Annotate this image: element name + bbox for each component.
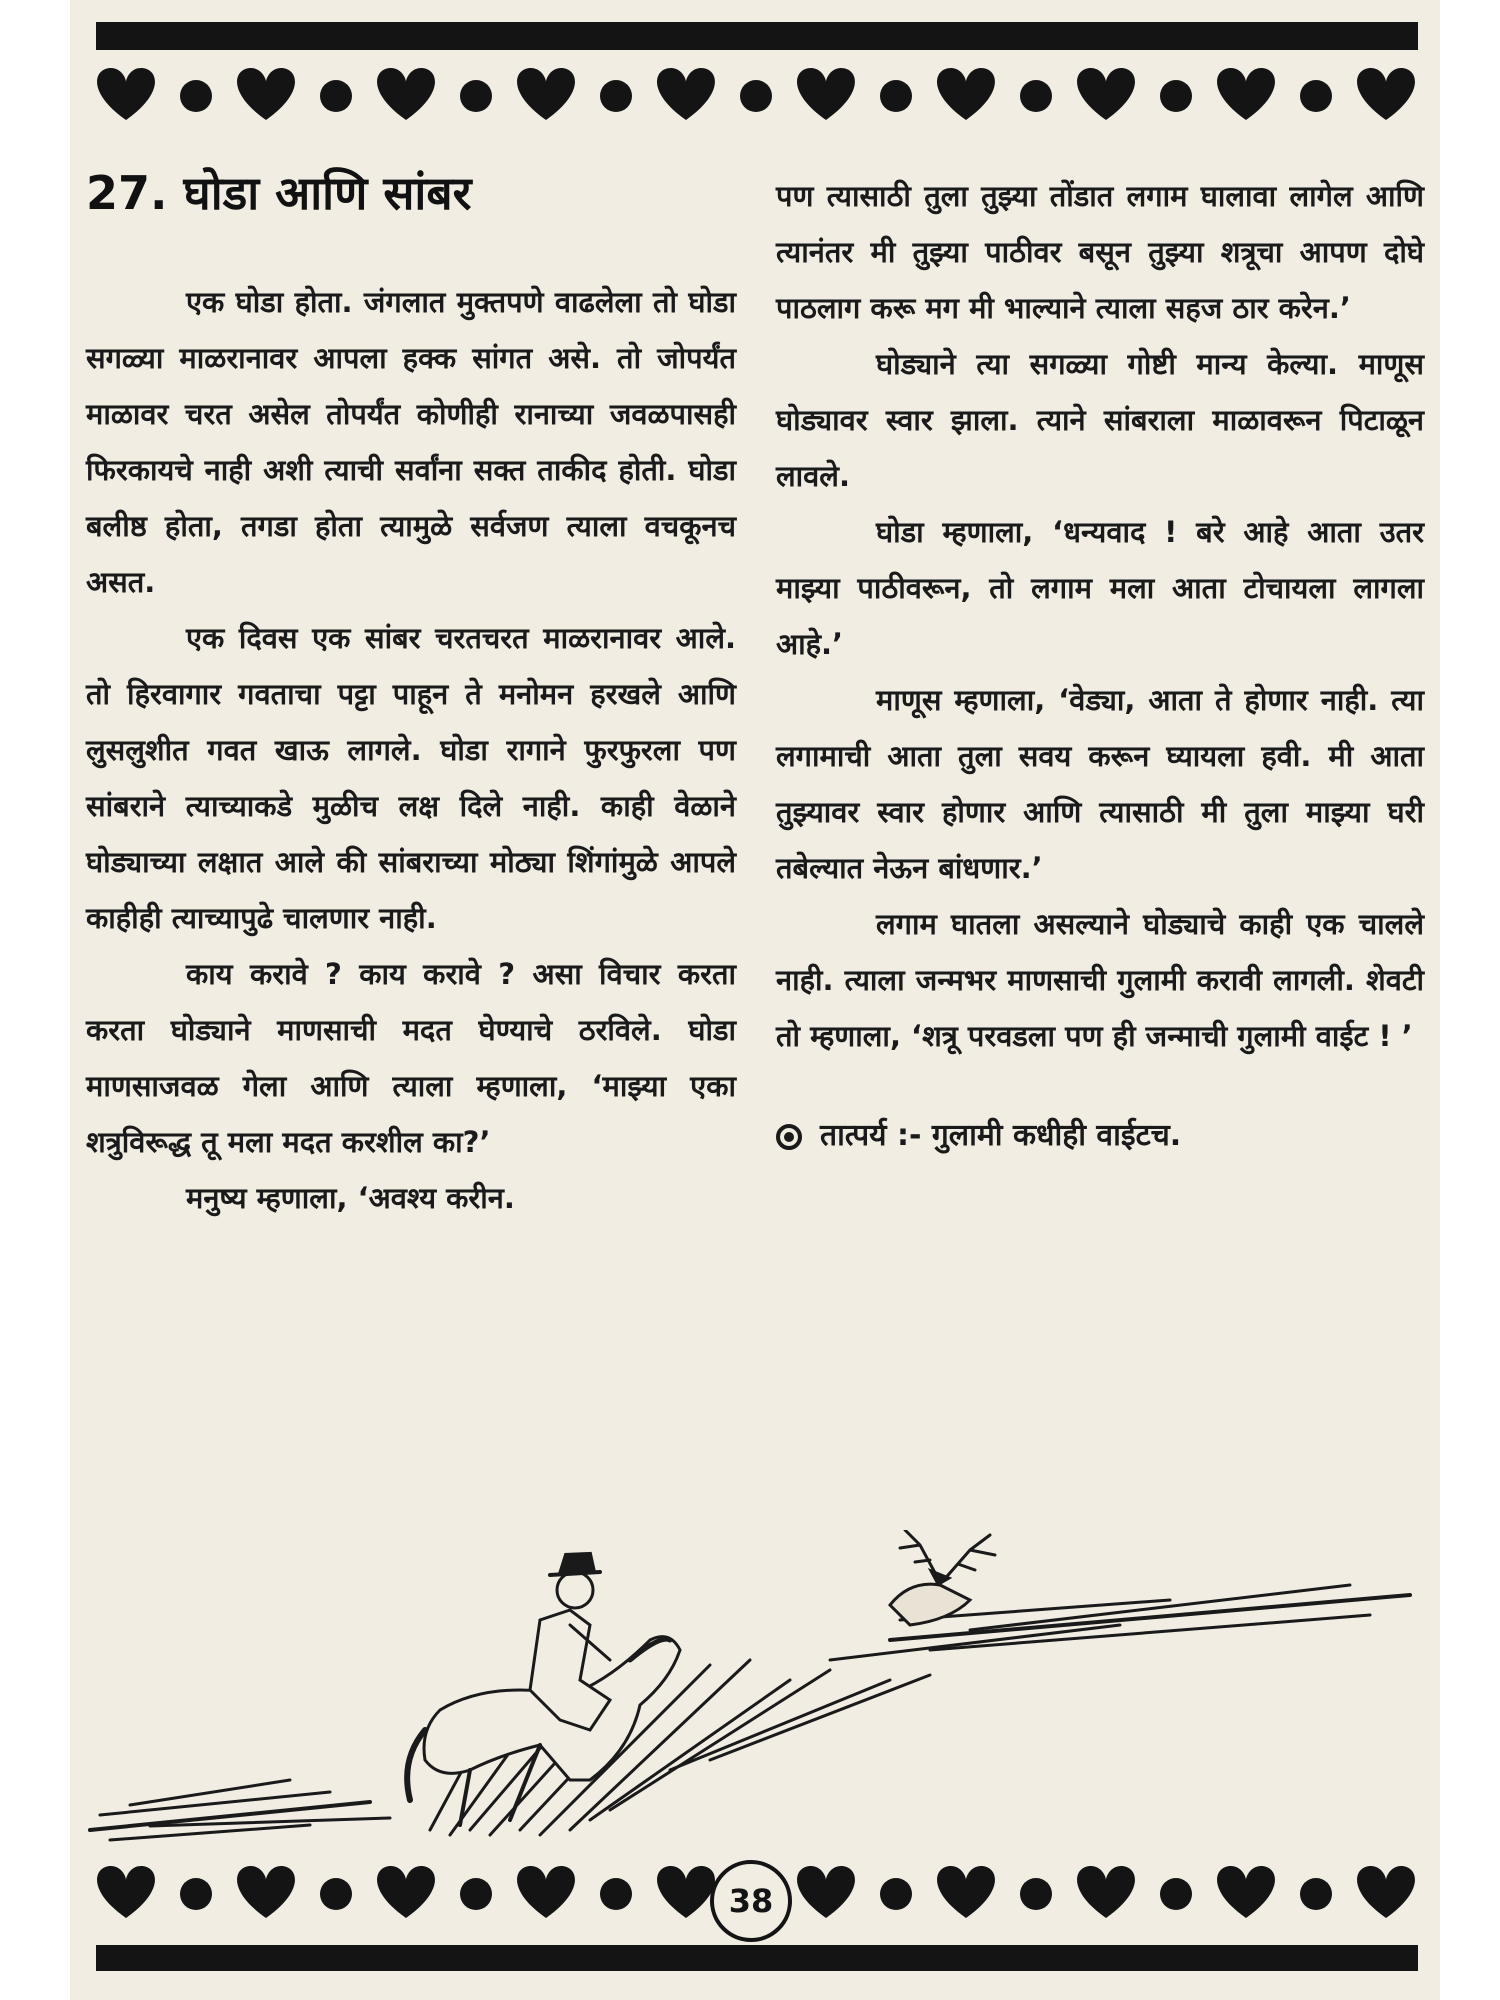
heart-icon	[797, 1866, 855, 1918]
heart-icon	[1077, 1866, 1135, 1918]
dot-icon	[320, 1878, 352, 1910]
heart-icon	[517, 68, 575, 120]
dot-icon	[1020, 1878, 1052, 1910]
dot-icon	[320, 80, 352, 112]
left-column	[86, 160, 736, 1226]
paragraph: घोड्याने त्या सगळ्या गोष्टी मान्य केल्या. माणूस घोड्यावर स्वार झाला. त्याने सांबराला माळावरून पिटाळून लावले.	[776, 347, 1424, 493]
heart-icon	[657, 1866, 715, 1918]
dot-icon	[600, 80, 632, 112]
page-number: 38	[710, 1860, 792, 1942]
right-column	[776, 168, 1424, 1164]
heart-icon	[1217, 1866, 1275, 1918]
heart-icon	[1217, 68, 1275, 120]
dot-icon	[180, 80, 212, 112]
heart-icon	[797, 68, 855, 120]
moral-text: तात्पर्य :- गुलामी कधीही वाईटच.	[820, 1118, 1182, 1153]
heart-icon	[1357, 68, 1415, 120]
heart-icon	[937, 1866, 995, 1918]
moral-line	[776, 1108, 1424, 1164]
dot-icon	[1160, 80, 1192, 112]
dot-icon	[880, 1878, 912, 1910]
horse-rider-deer-illustration	[70, 1530, 1440, 1860]
heart-icon	[237, 68, 295, 120]
paragraph: एक दिवस एक सांबर चरतचरत माळरानावर आले. तो हिरवागार गवताचा पट्टा पाहून ते मनोमन हरखले आणि लुसलुशीत गवत खाऊ लागले. घोडा रागाने फुरफुरला पण सांबराने त्याच्याकडे मुळीच लक्ष दिले नाही. काही वेळाने घोड्याच्या लक्षात आले की सांबराच्या मोठ्या शिंगांमुळे आपले काहीही त्याच्यापुढे चालणार नाही.	[86, 621, 736, 935]
dot-icon	[460, 1878, 492, 1910]
dot-icon	[740, 80, 772, 112]
story-title: 27. घोडा आणि सांबर	[86, 166, 472, 220]
dot-icon	[1300, 1878, 1332, 1910]
dot-icon	[880, 80, 912, 112]
paragraph: काय करावे ? काय करावे ? असा विचार करता करता घोड्याने माणसाची मदत घेण्याचे ठरविले. घोडा माणसाजवळ गेला आणि त्याला म्हणाला, ‘माझ्या एका शत्रुविरूद्ध तू मला मदत करशील का?’	[86, 957, 736, 1159]
heart-icon	[237, 1866, 295, 1918]
dot-icon	[460, 80, 492, 112]
dot-icon	[600, 1878, 632, 1910]
heart-icon	[377, 1866, 435, 1918]
top-ornament-border	[96, 60, 1418, 130]
heart-icon	[1357, 1866, 1415, 1918]
paragraph: मनुष्य म्हणाला, ‘अवश्य करीन.	[186, 1181, 515, 1215]
heart-icon	[377, 68, 435, 120]
book-page	[70, 0, 1440, 2000]
paragraph: एक घोडा होता. जंगलात मुक्तपणे वाढलेला तो घोडा सगळ्या माळरानावर आपला हक्क सांगत असे. तो जोपर्यंत माळावर चरत असेल तोपर्यंत कोणीही रानाच्या जवळपासही फिरकायचे नाही अशी त्याची सर्वांना सक्त ताकीद होती. घोडा बलीष्ठ होता, तगडा होता त्यामुळे सर्वजण त्याला वचकूनच असत.	[86, 285, 736, 599]
dot-icon	[180, 1878, 212, 1910]
heart-icon	[657, 68, 715, 120]
paragraph: माणूस म्हणाला, ‘वेड्या, आता ते होणार नाही. त्या लगामाची आता तुला सवय करून घ्यायला हवी. मी आता तुझ्यावर स्वार होणार आणि त्यासाठी मी तुला माझ्या घरी तबेल्यात नेऊन बांधणार.’	[776, 683, 1424, 885]
heart-icon	[517, 1866, 575, 1918]
dot-icon	[1300, 80, 1332, 112]
heart-icon	[97, 68, 155, 120]
dot-icon	[1020, 80, 1052, 112]
top-rule	[96, 22, 1418, 50]
bullseye-icon	[776, 1124, 802, 1150]
heart-icon	[1077, 68, 1135, 120]
paragraph: घोडा म्हणाला, ‘धन्यवाद ! बरे आहे आता उतर माझ्या पाठीवरून, तो लगाम मला आता टोचायला लागला आहे.’	[776, 515, 1424, 661]
paragraph: लगाम घातला असल्याने घोड्याचे काही एक चालले नाही. त्याला जन्मभर माणसाची गुलामी करावी लागली. शेवटी तो म्हणाला, ‘शत्रू परवडला पण ही जन्माची गुलामी वाईट ! ’	[776, 907, 1424, 1053]
heart-icon	[937, 68, 995, 120]
bottom-rule	[96, 1945, 1418, 1971]
heart-icon	[97, 1866, 155, 1918]
paragraph: पण त्यासाठी तुला तुझ्या तोंडात लगाम घालावा लागेल आणि त्यानंतर मी तुझ्या पाठीवर बसून तुझ्या शत्रूचा आपण दोघे पाठलाग करू मग मी भाल्याने त्याला सहज ठार करेन.’	[776, 179, 1424, 325]
dot-icon	[1160, 1878, 1192, 1910]
